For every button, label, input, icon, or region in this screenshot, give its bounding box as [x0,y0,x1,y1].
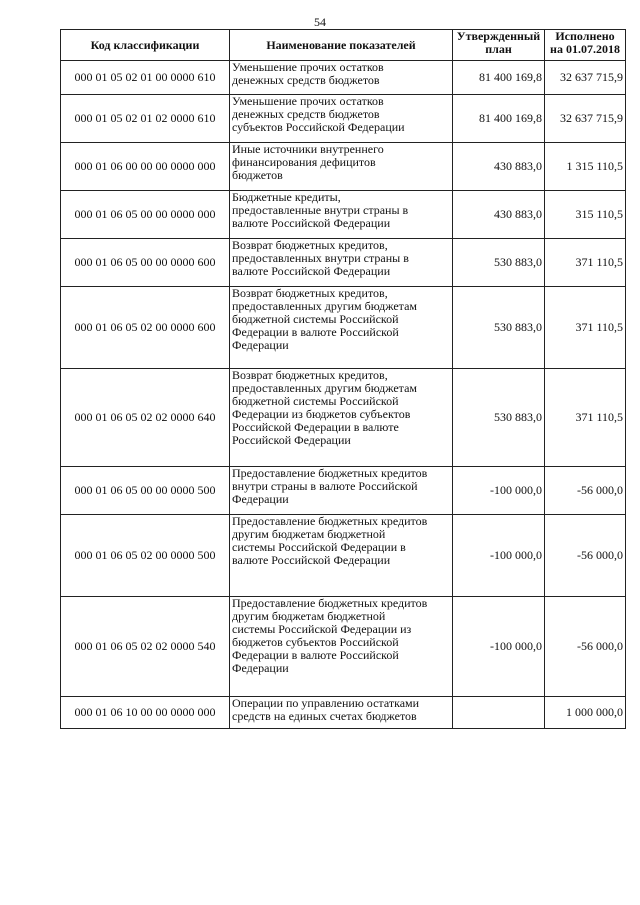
indicator-name [230,515,453,597]
table-row [61,515,626,597]
table-row [61,597,626,697]
table-row [61,369,626,467]
classification-code: 000 01 06 10 00 00 0000 000 [61,697,230,729]
approved-plan-value: 430 883,0 [453,191,545,239]
indicator-name-line: системы Российской Федерации из [232,622,412,636]
indicator-name-line: Операции по управлению остатками [232,696,420,710]
executed-value: -56 000,0 [545,597,626,697]
executed-value: -56 000,0 [545,515,626,597]
indicator-name-line: средств на единых счетах бюджетов [232,709,417,723]
approved-plan-value: -100 000,0 [453,467,545,515]
header-name: Наименование показателей [230,30,453,61]
header-executed [545,30,626,61]
executed-value: 371 110,5 [545,287,626,369]
indicator-name-line: Возврат бюджетных кредитов, [232,238,388,252]
indicator-name [230,191,453,239]
approved-plan-value: 430 883,0 [453,143,545,191]
indicator-name-line: Федерации в валюте Российской [232,648,399,662]
indicator-name-line: системы Российской Федерации в [232,540,406,554]
table-row [61,239,626,287]
indicator-name [230,697,453,729]
indicator-name-line: бюджетной системы Российской [232,312,399,326]
indicator-name-line: Возврат бюджетных кредитов, [232,286,388,300]
indicator-name-line: предоставленных внутри страны в [232,251,409,265]
executed-value: 32 637 715,9 [545,61,626,95]
header-plan-line: Утвержденный [456,29,541,43]
classification-code: 000 01 05 02 01 00 0000 610 [61,61,230,95]
header-code: Код классификации [61,30,230,61]
approved-plan-value: -100 000,0 [453,597,545,697]
header-plan-line: план [485,42,512,56]
indicator-name-line: Предоставление бюджетных кредитов [232,596,428,610]
table-body [61,61,626,729]
indicator-name-line: Возврат бюджетных кредитов, [232,368,388,382]
indicator-name-line: Уменьшение прочих остатков [232,60,384,74]
indicator-name-line: бюджетной системы Российской [232,394,399,408]
indicator-name-line: валюте Российской Федерации [232,264,391,278]
table-header-row [61,30,626,61]
indicator-name [230,61,453,95]
approved-plan-value: 81 400 169,8 [453,95,545,143]
classification-code: 000 01 06 05 02 02 0000 640 [61,369,230,467]
indicator-name [230,143,453,191]
indicator-name-line: Иные источники внутреннего [232,142,384,156]
indicator-name [230,597,453,697]
indicator-name-line: финансирования дефицитов [232,155,376,169]
classification-code: 000 01 06 05 00 00 0000 500 [61,467,230,515]
executed-value: 1 315 110,5 [545,143,626,191]
table-row [61,467,626,515]
indicator-name [230,369,453,467]
classification-code: 000 01 06 05 02 00 0000 500 [61,515,230,597]
indicator-name-line: Федерации в валюте Российской [232,325,399,339]
table-row [61,287,626,369]
approved-plan-value [453,697,545,729]
indicator-name-line: Уменьшение прочих остатков [232,94,384,108]
classification-code: 000 01 06 05 00 00 0000 600 [61,239,230,287]
indicator-name-line: внутри страны в валюте Российской [232,479,418,493]
indicator-name [230,287,453,369]
indicator-name-line: предоставленные внутри страны в [232,203,409,217]
indicator-name [230,467,453,515]
indicator-name-line: предоставленных другим бюджетам [232,381,417,395]
table-row [61,61,626,95]
executed-value: 371 110,5 [545,369,626,467]
executed-value: 315 110,5 [545,191,626,239]
executed-value: 371 110,5 [545,239,626,287]
indicator-name-line: другим бюджетам бюджетной [232,527,386,541]
table-row [61,143,626,191]
table-row [61,95,626,143]
indicator-name-line: валюте Российской Федерации [232,216,391,230]
table-row [61,697,626,729]
page-number: 54 [314,15,326,29]
indicator-name-line: Федерации [232,492,289,506]
indicator-name-line: предоставленных другим бюджетам [232,299,417,313]
budget-sources-table [60,29,626,729]
indicator-name-line: бюджетов субъектов Российской [232,635,399,649]
indicator-name-line: Российской Федерации [232,433,351,447]
indicator-name-line: другим бюджетам бюджетной [232,609,386,623]
indicator-name-line: Федерации [232,338,289,352]
classification-code: 000 01 06 05 02 00 0000 600 [61,287,230,369]
indicator-name-line: Предоставление бюджетных кредитов [232,514,428,528]
approved-plan-value: 530 883,0 [453,287,545,369]
approved-plan-value: 530 883,0 [453,369,545,467]
classification-code: 000 01 05 02 01 02 0000 610 [61,95,230,143]
header-executed-line: Исполнено [555,29,615,43]
executed-value: 1 000 000,0 [545,697,626,729]
indicator-name-line: Федерации [232,661,289,675]
indicator-name-line: Бюджетные кредиты, [232,190,341,204]
indicator-name-line: Российской Федерации в валюте [232,420,399,434]
indicator-name-line: бюджетов [232,168,283,182]
indicator-name-line: денежных средств бюджетов [232,107,380,121]
indicator-name [230,239,453,287]
indicator-name [230,95,453,143]
indicator-name-line: субъектов Российской Федерации [232,120,405,134]
executed-value: 32 637 715,9 [545,95,626,143]
approved-plan-value: -100 000,0 [453,515,545,597]
header-plan [453,30,545,61]
table-row [61,191,626,239]
executed-value: -56 000,0 [545,467,626,515]
indicator-name-line: Предоставление бюджетных кредитов [232,466,428,480]
approved-plan-value: 81 400 169,8 [453,61,545,95]
approved-plan-value: 530 883,0 [453,239,545,287]
indicator-name-line: Федерации из бюджетов субъектов [232,407,411,421]
header-executed-line: на 01.07.2018 [550,42,620,56]
indicator-name-line: денежных средств бюджетов [232,73,380,87]
classification-code: 000 01 06 05 02 02 0000 540 [61,597,230,697]
classification-code: 000 01 06 00 00 00 0000 000 [61,143,230,191]
indicator-name-line: валюте Российской Федерации [232,553,391,567]
classification-code: 000 01 06 05 00 00 0000 000 [61,191,230,239]
